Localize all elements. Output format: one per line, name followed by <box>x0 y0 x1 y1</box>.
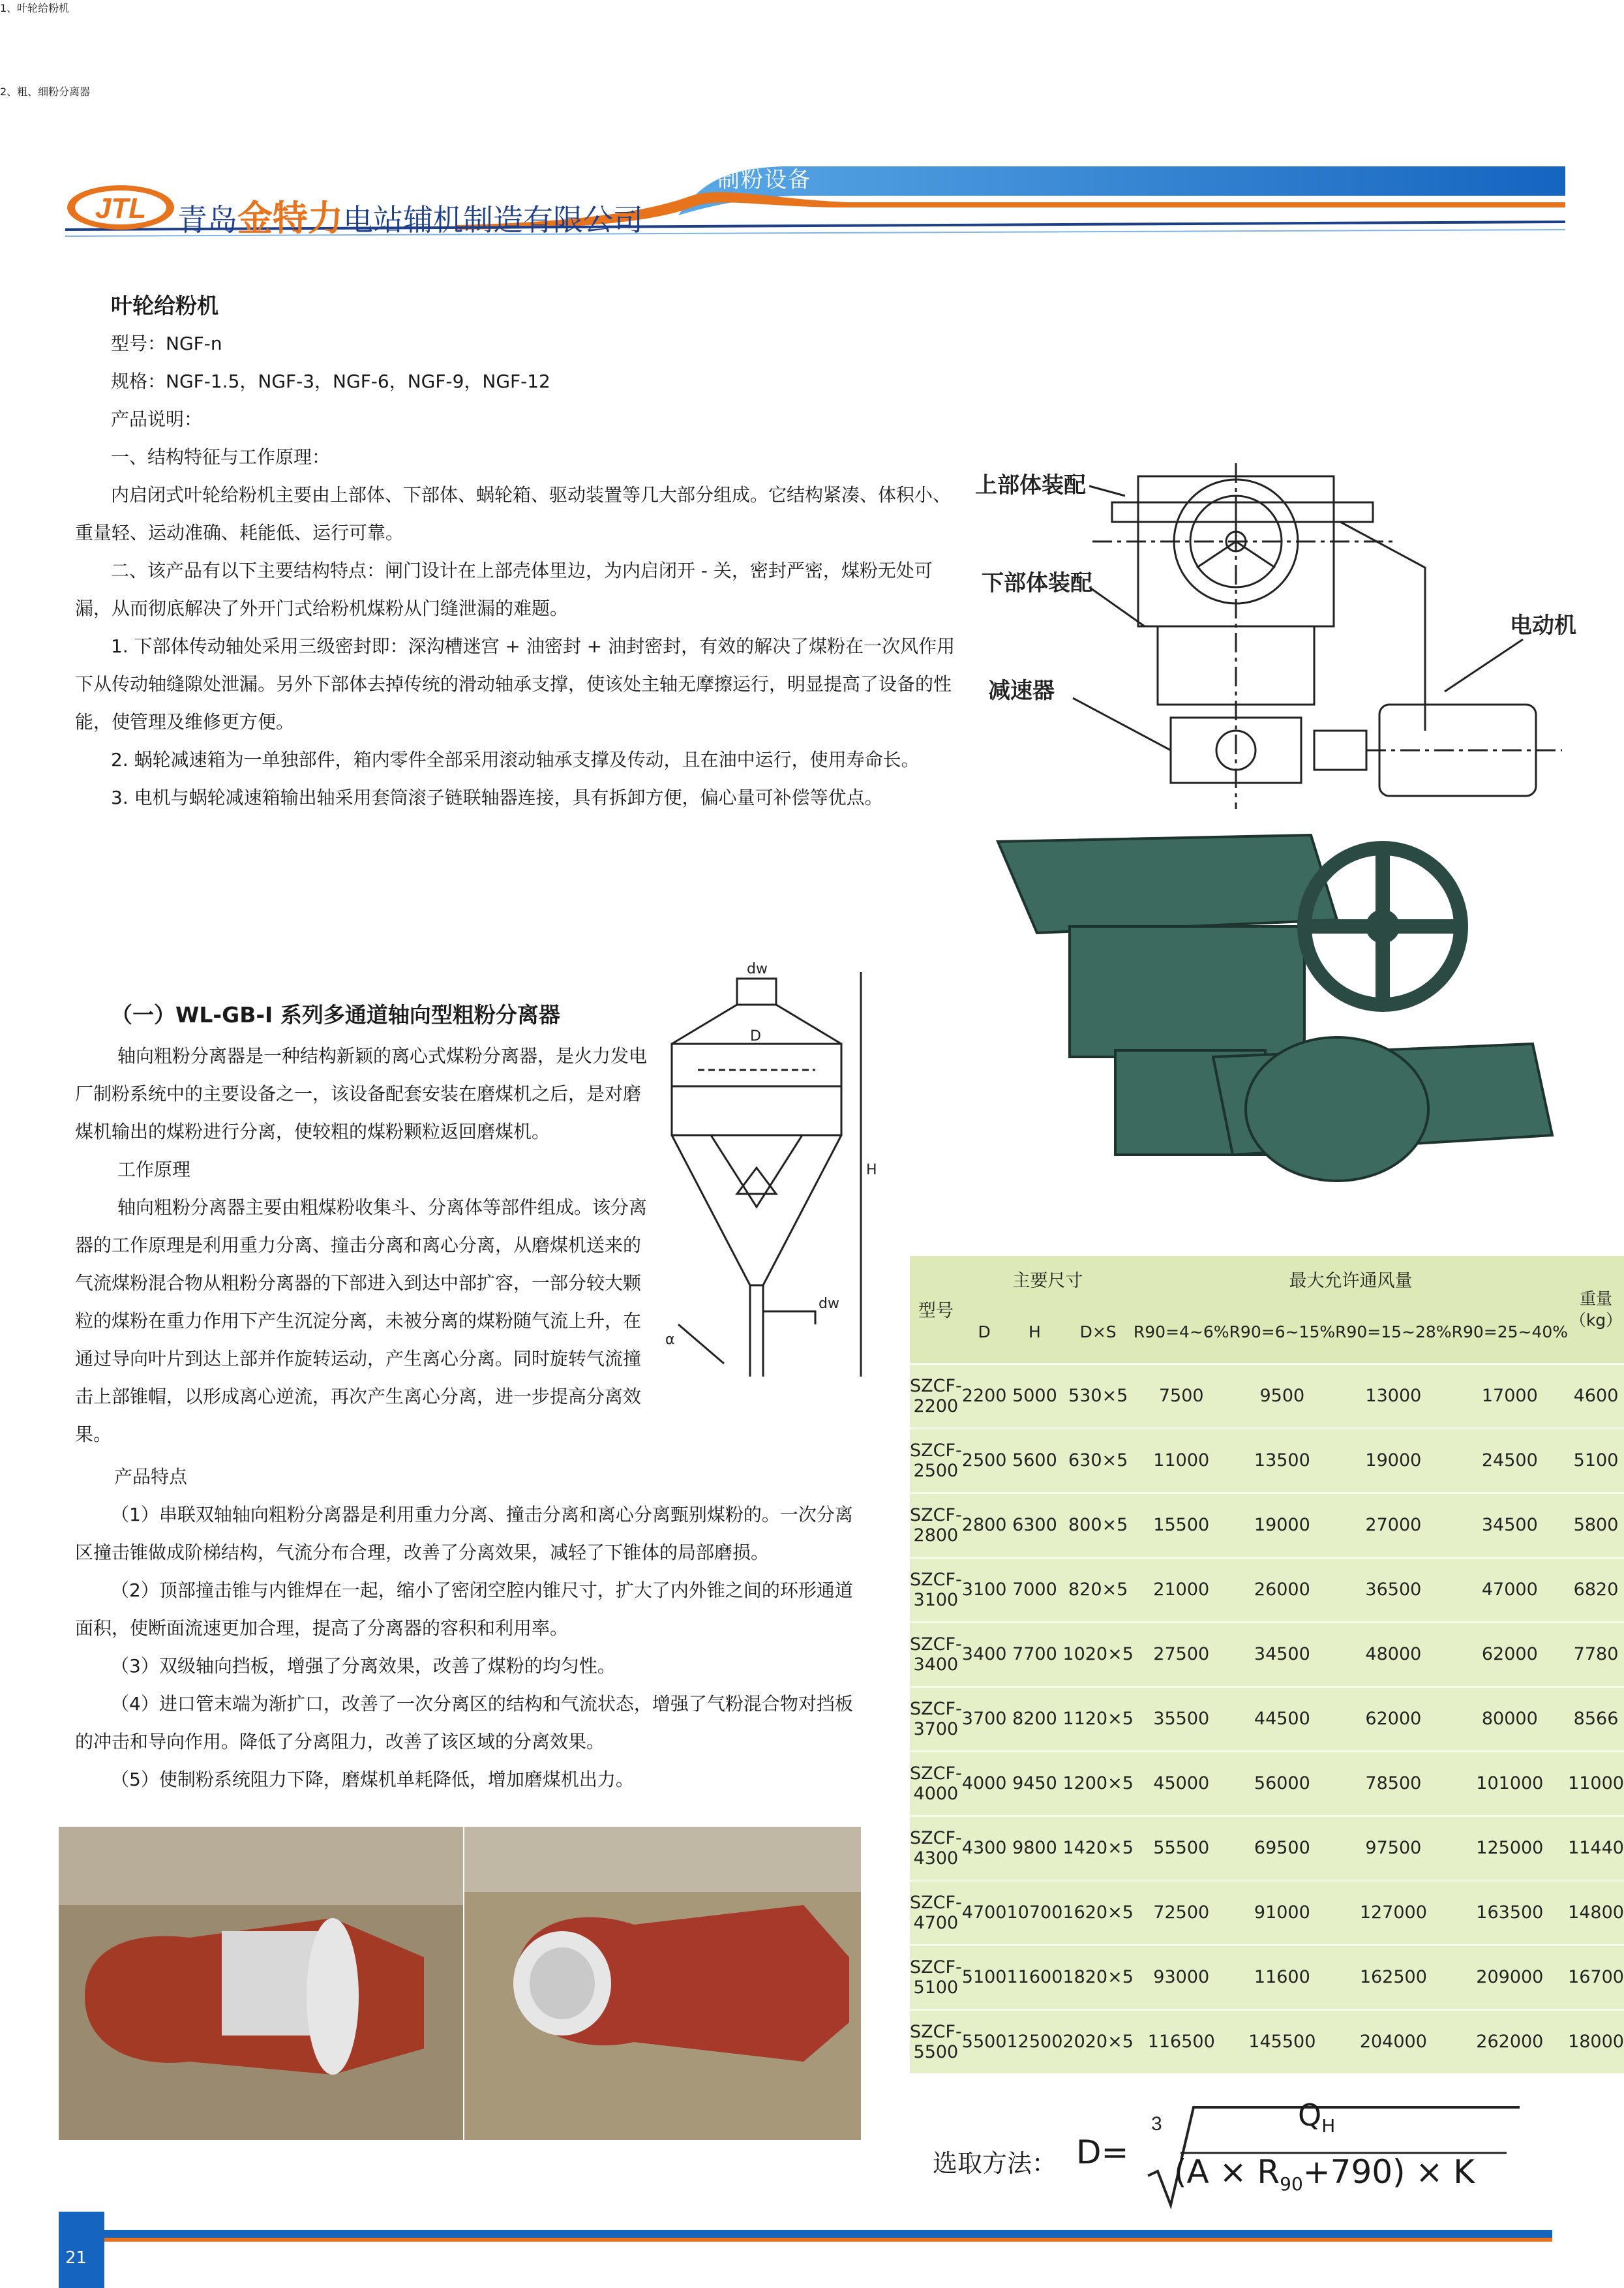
feeder-s2-body: 二、该产品有以下主要结构特点：闸门设计在上部壳体里边，为内启闭开 - 关，密封严密，煤粉无处可漏，从而彻底解决了外开门式给粉机煤粉从门缝泄漏的难题。 <box>75 560 933 619</box>
root-index: 3 <box>1151 2113 1162 2135</box>
table-cell: 8200 <box>1006 1686 1062 1751</box>
table-cell: 630×5 <box>1062 1428 1134 1493</box>
table-cell: 5500 <box>962 2009 1007 2073</box>
feeder-s1-body: 内启闭式叶轮给粉机主要由上部体、下部体、蜗轮箱、驱动装置等几大部分组成。它结构紧凑、体积小、重量轻、运动准确、耗能低、运行可靠。 <box>75 484 952 543</box>
table-cell: 125000 <box>1452 1816 1568 1880</box>
label-reducer: 减速器 <box>988 678 1055 704</box>
feeder-description <box>75 287 959 817</box>
table-row <box>910 1493 1624 1557</box>
table-cell: 1620×5 <box>1062 1880 1134 1945</box>
feature-item: （5）使制粉系统阻力下降，磨煤机单耗降低，增加磨煤机出力。 <box>111 1769 634 1790</box>
principle-title: 工作原理 <box>117 1159 191 1180</box>
table-cell: 27000 <box>1335 1493 1451 1557</box>
model-cell: SZCF-2200 <box>910 1364 962 1428</box>
table-cell: 2500 <box>962 1428 1007 1493</box>
table-cell: 5600 <box>1006 1428 1062 1493</box>
table-cell: 48000 <box>1335 1622 1451 1686</box>
separator-technical-drawing <box>652 959 887 1390</box>
feeder-point-2: 2. 蜗轮减速箱为一单独部件，箱内零件全部采用滚动轴承支撑及传动，且在油中运行，使用寿命长。 <box>111 749 920 770</box>
table-cell: 78500 <box>1335 1751 1451 1816</box>
table-cell: 16700 <box>1568 1945 1624 2009</box>
table-cell: 14800 <box>1568 1880 1624 1945</box>
heading-pill-separator: 2、粗、细粉分离器 <box>0 85 91 98</box>
table-cell: 18000 <box>1568 2009 1624 2073</box>
table-cell: 5000 <box>1006 1364 1062 1428</box>
table-cell: 2200 <box>962 1364 1007 1428</box>
table-cell: 35500 <box>1134 1686 1229 1751</box>
table-row <box>910 1686 1624 1751</box>
feeder-model: 型号：NGF-n <box>111 333 222 354</box>
table-cell: 69500 <box>1229 1816 1336 1880</box>
feeder-point-3: 3. 电机与蜗轮减速箱输出轴采用套筒滚子链联轴器连接，具有拆卸方便，偏心量可补偿等优点。 <box>111 787 883 808</box>
table-cell: 262000 <box>1452 2009 1568 2073</box>
table-cell: 3100 <box>962 1557 1007 1622</box>
col-header-r90-d: R90=25~40% <box>1452 1302 1568 1364</box>
label-lower-body: 下部体装配 <box>982 570 1092 596</box>
table-cell: 163500 <box>1452 1880 1568 1945</box>
col-header-airflow: 最大允许通风量 <box>1134 1256 1568 1302</box>
jtl-logo <box>67 185 174 230</box>
table-row <box>910 1364 1624 1428</box>
table-cell: 1420×5 <box>1062 1816 1134 1880</box>
table-cell: 34500 <box>1452 1493 1568 1557</box>
table-cell: 24500 <box>1452 1428 1568 1493</box>
feature-item: （3）双级轴向挡板，增强了分离效果，改善了煤粉的均匀性。 <box>111 1655 616 1677</box>
col-header-dimensions: 主要尺寸 <box>962 1256 1134 1302</box>
feature-item: （1）串联双轴轴向粗粉分离器是利用重力分离、撞击分离和离心分离甄别煤粉的。一次分离区撞击锥做成阶梯结构，气流分布合理，改善了分离效果，减轻了下锥体的局部磨损。 <box>75 1504 853 1563</box>
table-cell: 91000 <box>1229 1880 1336 1945</box>
formula-numerator: $Q_H$ <box>1298 2097 1336 2137</box>
features-title: 产品特点 <box>114 1466 188 1487</box>
table-row <box>910 1945 1624 2009</box>
model-cell: SZCF-3700 <box>910 1686 962 1751</box>
table-cell: 72500 <box>1134 1880 1229 1945</box>
model-cell: SZCF-5100 <box>910 1945 962 2009</box>
table-cell: 11600 <box>1229 1945 1336 2009</box>
table-cell: 11440 <box>1568 1816 1624 1880</box>
table-row <box>910 1428 1624 1493</box>
table-cell: 5100 <box>962 1945 1007 2009</box>
model-cell: SZCF-4700 <box>910 1880 962 1945</box>
table-cell: 13500 <box>1229 1428 1336 1493</box>
drawing-label-d: D <box>750 1028 761 1045</box>
company-name: 青岛金特力电站辅机制造有限公司 <box>177 198 643 239</box>
table-cell: 4000 <box>962 1751 1007 1816</box>
drawing-label-dw-bottom: dw <box>819 1296 839 1312</box>
feature-item: （4）进口管末端为渐扩口，改善了一次分离区的结构和气流状态，增强了气粉混合物对挡板的冲击和导向作用。降低了分离阻力，改善了该区域的分离效果。 <box>75 1693 853 1752</box>
feeder-photo <box>998 829 1565 1194</box>
selection-method-label: 选取方法： <box>933 2149 1057 2178</box>
table-row <box>910 1751 1624 1816</box>
model-cell: SZCF-2500 <box>910 1428 962 1493</box>
table-cell: 800×5 <box>1062 1493 1134 1557</box>
table-cell: 11000 <box>1134 1428 1229 1493</box>
table-cell: 162500 <box>1335 1945 1451 2009</box>
table-cell: 12500 <box>1006 2009 1062 2073</box>
separator-photo-left <box>59 1827 463 2140</box>
col-header-h: H <box>1006 1302 1062 1364</box>
table-cell: 1820×5 <box>1062 1945 1134 2009</box>
principle-text: 轴向粗粉分离器主要由粗煤粉收集斗、分离体等部件组成。该分离器的工作原理是利用重力分离、撞击分离和离心分离，从磨煤机送来的气流煤粉混合物从粗粉分离器的下部进入到达中部扩容，一部分较大颗粒的煤粉在重力作用下产生沉淀分离，未被分离的煤粉随气流上升，在通过导向叶片到达上部并作旋转运动，产生离心分离。同时旋转气流撞击上部锥帽，以形成离心逆流，再次产生离心分离，进一步提高分离效果。 <box>75 1197 648 1445</box>
table-row <box>910 2009 1624 2073</box>
drawing-label-h: H <box>866 1162 877 1178</box>
table-cell: 2020×5 <box>1062 2009 1134 2073</box>
separator-intro <box>75 1037 649 1454</box>
table-cell: 145500 <box>1229 2009 1336 2073</box>
table-cell: 4700 <box>962 1880 1007 1945</box>
col-header-weight: 重量（kg） <box>1568 1256 1624 1364</box>
feeder-technical-drawing <box>975 457 1575 822</box>
feeder-point-1: 1. 下部体传动轴处采用三级密封即：深沟槽迷宫 + 油密封 + 油封密封，有效的解决了煤粉在一次风作用下从传动轴缝隙处泄漏。另外下部体去掉传统的滑动轴承支撑，使该处主轴无摩擦运行，明显提高了设备的性能，使管理及维修更方便。 <box>75 635 955 733</box>
col-header-dxs: D×S <box>1062 1302 1134 1364</box>
table-cell: 36500 <box>1335 1557 1451 1622</box>
table-cell: 2800 <box>962 1493 1007 1557</box>
col-header-r90-a: R90=4~6% <box>1134 1302 1229 1364</box>
drawing-label-angle: α <box>665 1332 675 1348</box>
formula-lhs: D= <box>1076 2133 1129 2171</box>
separator-photo-right <box>464 1827 861 2140</box>
table-row <box>910 1557 1624 1622</box>
table-cell: 1020×5 <box>1062 1622 1134 1686</box>
table-cell: 3400 <box>962 1622 1007 1686</box>
table-cell: 1200×5 <box>1062 1751 1134 1816</box>
table-cell: 3700 <box>962 1686 1007 1751</box>
table-cell: 5100 <box>1568 1428 1624 1493</box>
col-header-r90-c: R90=15~28% <box>1335 1302 1451 1364</box>
table-cell: 6300 <box>1006 1493 1062 1557</box>
section-tab: 制粉设备 <box>717 167 811 193</box>
table-cell: 204000 <box>1335 2009 1451 2073</box>
table-cell: 820×5 <box>1062 1557 1134 1622</box>
model-cell: SZCF-3400 <box>910 1622 962 1686</box>
table-cell: 5800 <box>1568 1493 1624 1557</box>
table-cell: 4300 <box>962 1816 1007 1880</box>
model-cell: SZCF-2800 <box>910 1493 962 1557</box>
table-cell: 7000 <box>1006 1557 1062 1622</box>
feeder-title: 叶轮给粉机 <box>111 293 218 318</box>
table-cell: 97500 <box>1335 1816 1451 1880</box>
formula-denominator: $(A \times R_{90}+790) \times K$ <box>1174 2153 1475 2195</box>
table-cell: 1120×5 <box>1062 1686 1134 1751</box>
model-cell: SZCF-3100 <box>910 1557 962 1622</box>
table-row <box>910 1880 1624 1945</box>
table-cell: 56000 <box>1229 1751 1336 1816</box>
heading-pill-feeder: 1、叶轮给粉机 <box>0 2 70 14</box>
table-cell: 101000 <box>1452 1751 1568 1816</box>
separator-spec-table <box>910 1256 1624 2073</box>
table-cell: 27500 <box>1134 1622 1229 1686</box>
table-cell: 55500 <box>1134 1816 1229 1880</box>
table-row <box>910 1622 1624 1686</box>
col-header-model: 型号 <box>910 1256 962 1364</box>
label-motor: 电动机 <box>1510 613 1576 639</box>
table-cell: 13000 <box>1335 1364 1451 1428</box>
table-cell: 17000 <box>1452 1364 1568 1428</box>
table-cell: 93000 <box>1134 1945 1229 2009</box>
model-cell: SZCF-4300 <box>910 1816 962 1880</box>
feeder-s1-title: 一、结构特征与工作原理： <box>111 446 331 468</box>
table-cell: 9500 <box>1229 1364 1336 1428</box>
table-cell: 8566 <box>1568 1686 1624 1751</box>
table-cell: 19000 <box>1229 1493 1336 1557</box>
table-cell: 19000 <box>1335 1428 1451 1493</box>
table-row <box>910 1816 1624 1880</box>
separator-features <box>75 1458 858 1799</box>
table-cell: 34500 <box>1229 1622 1336 1686</box>
feeder-desc-title: 产品说明： <box>111 408 203 430</box>
table-cell: 11000 <box>1568 1751 1624 1816</box>
table-cell: 15500 <box>1134 1493 1229 1557</box>
feature-item: （2）顶部撞击锥与内锥焊在一起，缩小了密闭空腔内锥尺寸，扩大了内外锥之间的环形通道面积，使断面流速更加合理，提高了分离器的容积和利用率。 <box>75 1579 853 1639</box>
table-cell: 80000 <box>1452 1686 1568 1751</box>
model-cell: SZCF-5500 <box>910 2009 962 2073</box>
drawing-label-dw-top: dw <box>747 961 768 977</box>
model-cell: SZCF-4000 <box>910 1751 962 1816</box>
table-cell: 7780 <box>1568 1622 1624 1686</box>
table-cell: 4600 <box>1568 1364 1624 1428</box>
footer-band <box>0 2212 1617 2288</box>
table-cell: 21000 <box>1134 1557 1229 1622</box>
separator-title: （一）WL-GB-I 系列多通道轴向型粗粉分离器 <box>111 1002 560 1028</box>
table-cell: 9800 <box>1006 1816 1062 1880</box>
table-cell: 209000 <box>1452 1945 1568 2009</box>
table-cell: 9450 <box>1006 1751 1062 1816</box>
table-cell: 45000 <box>1134 1751 1229 1816</box>
table-cell: 62000 <box>1452 1622 1568 1686</box>
table-cell: 44500 <box>1229 1686 1336 1751</box>
col-header-r90-b: R90=6~15% <box>1229 1302 1336 1364</box>
feeder-spec: 规格：NGF-1.5，NGF-3，NGF-6，NGF-9，NGF-12 <box>111 371 550 392</box>
col-header-d: D <box>962 1302 1007 1364</box>
table-cell: 11600 <box>1006 1945 1062 2009</box>
table-cell: 10700 <box>1006 1880 1062 1945</box>
svg-text:JTL: JTL <box>95 192 147 224</box>
table-cell: 6820 <box>1568 1557 1624 1622</box>
table-cell: 7700 <box>1006 1622 1062 1686</box>
separator-intro-text: 轴向粗粉分离器是一种结构新颖的离心式煤粉分离器，是火力发电厂制粉系统中的主要设备之一，该设备配套安装在磨煤机之后，是对磨煤机输出的煤粉进行分离，使较粗的煤粉颗粒返回磨煤机。 <box>75 1045 648 1142</box>
table-cell: 47000 <box>1452 1557 1568 1622</box>
table-cell: 116500 <box>1134 2009 1229 2073</box>
table-cell: 7500 <box>1134 1364 1229 1428</box>
table-cell: 62000 <box>1335 1686 1451 1751</box>
page-number: 21 <box>65 2248 87 2268</box>
table-cell: 26000 <box>1229 1557 1336 1622</box>
label-upper-body: 上部体装配 <box>975 472 1086 498</box>
table-cell: 530×5 <box>1062 1364 1134 1428</box>
table-cell: 127000 <box>1335 1880 1451 1945</box>
